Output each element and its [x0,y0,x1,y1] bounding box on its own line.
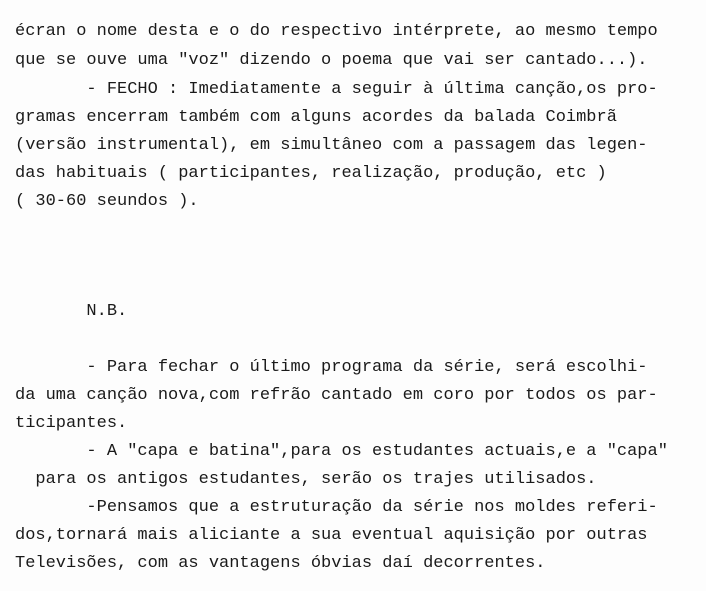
fecho-line-3: (versão instrumental), em simultâneo com a passagem das legen- [15,136,648,155]
nb-item-1-line-3: ticipantes. [15,414,128,433]
nb-heading: N.B. [15,302,128,321]
nb-item-3-line-3: Televisões, com as vantagens óbvias daí decorrentes. [15,554,546,573]
nb-item-1-line-1: - Para fechar o último programa da série, será escolhi- [15,358,648,377]
fecho-line-5: ( 30-60 seundos ). [15,192,199,211]
fecho-line-1: - FECHO : Imediatamente a seguir à última canção,os pro- [15,80,658,99]
nb-item-2-line-1: - A "capa e batina",para os estudantes actuais,e a "capa" [15,442,668,461]
nb-item-1-line-2: da uma canção nova,com refrão cantado em coro por todos os par- [15,386,658,405]
nb-item-3-line-2: dos,tornará mais aliciante a sua eventual aquisição por outras [15,526,648,545]
fecho-line-4: das habituais ( participantes, realização, produção, etc ) [15,164,607,183]
intro-line-2: que se ouve uma "voz" dizendo o poema que vai ser cantado...). [15,51,648,70]
intro-line-1: écran o nome desta e o do respectivo intérprete, ao mesmo tempo [15,22,658,41]
fecho-line-2: gramas encerram também com alguns acordes da balada Coimbrã [15,108,617,127]
nb-item-2-line-2: para os antigos estudantes, serão os trajes utilisados. [15,470,597,489]
nb-item-3-line-1: -Pensamos que a estruturação da série nos moldes referi- [15,498,658,517]
